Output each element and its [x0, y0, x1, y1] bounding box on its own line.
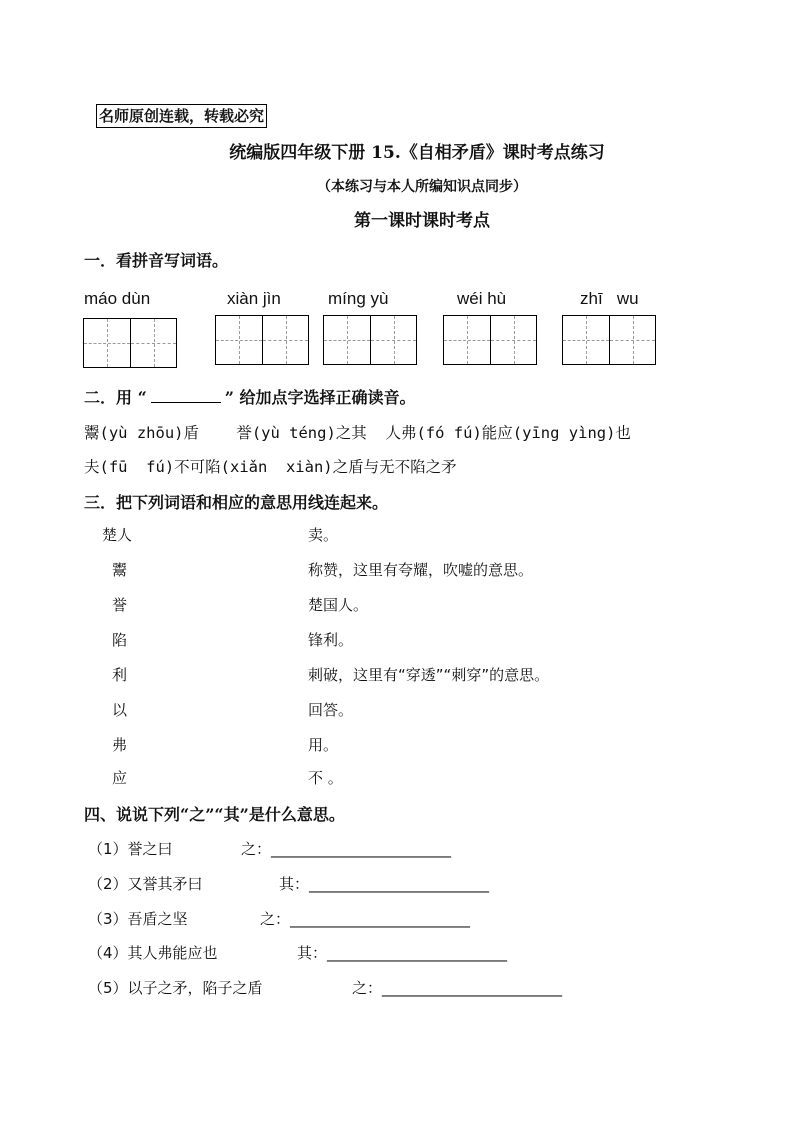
- match-word[interactable]: 利: [112, 666, 128, 684]
- section-2-heading-pre: 二．用 “: [84, 388, 147, 407]
- question-5: （5）以子之矛，陷子之盾: [88, 979, 263, 997]
- answer-blank: [151, 388, 221, 403]
- question-1: （1）誉之曰: [88, 840, 173, 858]
- grid-cell[interactable]: [563, 316, 609, 364]
- page-title: 统编版四年级下册 15.《自相矛盾》课时考点练习: [229, 143, 605, 163]
- page-subtitle: （本练习与本人所编知识点同步）: [317, 179, 527, 195]
- match-meaning[interactable]: 楚国人。: [308, 596, 369, 614]
- question-4: （4）其人弗能应也: [88, 944, 218, 962]
- reading-line-2: 夫(fū fú)不可陷(xiǎn xiàn)之盾与无不陷之矛: [84, 458, 457, 476]
- char-grid-5[interactable]: [562, 315, 656, 365]
- match-meaning[interactable]: 卖。: [308, 526, 339, 544]
- question-3: （3）吾盾之坚: [88, 910, 188, 928]
- question-2: （2）又誉其矛曰: [88, 875, 203, 893]
- pinyin-2: xiàn jìn: [227, 289, 281, 308]
- char-grid-4[interactable]: [443, 315, 537, 365]
- match-word[interactable]: 应: [112, 769, 128, 787]
- match-word[interactable]: 鬻: [112, 561, 128, 579]
- match-word[interactable]: 弗: [112, 736, 128, 754]
- answer-line-5[interactable]: 之：________________________: [352, 979, 563, 997]
- answer-line-3[interactable]: 之：________________________: [260, 910, 471, 928]
- match-word[interactable]: 誉: [112, 596, 128, 614]
- section-2-heading: [84, 385, 416, 408]
- section-1-heading: 一．看拼音写词语。: [84, 251, 229, 270]
- grid-cell[interactable]: [130, 319, 176, 367]
- section-2-heading-post: ” 给加点字选择正确读音。: [224, 388, 416, 407]
- match-meaning[interactable]: 刺破，这里有“穿透”“刺穿”的意思。: [308, 666, 550, 684]
- answer-line-4[interactable]: 其：________________________: [297, 944, 508, 962]
- answer-line-2[interactable]: 其：________________________: [279, 875, 490, 893]
- match-meaning[interactable]: 锋利。: [308, 631, 354, 649]
- match-meaning[interactable]: 回答。: [308, 701, 354, 719]
- match-word[interactable]: 以: [112, 701, 128, 719]
- pinyin-5: zhī wu: [580, 289, 639, 308]
- grid-cell[interactable]: [262, 316, 308, 364]
- grid-cell[interactable]: [370, 316, 416, 364]
- section-4-heading: 四、说说下列“之”“其”是什么意思。: [84, 805, 345, 824]
- section-3-heading: 三．把下列词语和相应的意思用线连起来。: [84, 493, 389, 512]
- reading-line-1: 鬻(yù zhōu)盾 誉(yù téng)之其 人弗(fó fú)能应(yīng yìng)也: [84, 424, 631, 442]
- copyright-stamp: 名师原创连载，转载必究: [96, 104, 267, 128]
- pinyin-1: máo dùn: [84, 289, 151, 308]
- grid-cell[interactable]: [609, 316, 655, 364]
- pinyin-3: míng yù: [328, 289, 389, 308]
- answer-line-1[interactable]: 之：________________________: [241, 840, 452, 858]
- char-grid-1[interactable]: [83, 318, 177, 368]
- grid-cell[interactable]: [84, 319, 130, 367]
- lesson-title: 第一课时课时考点: [354, 211, 490, 231]
- grid-cell[interactable]: [444, 316, 490, 364]
- grid-cell[interactable]: [216, 316, 262, 364]
- char-grid-2[interactable]: [215, 315, 309, 365]
- grid-cell[interactable]: [490, 316, 536, 364]
- match-meaning[interactable]: 用。: [308, 736, 339, 754]
- pinyin-4: wéi hù: [457, 289, 507, 308]
- match-word[interactable]: 陷: [112, 631, 128, 649]
- match-meaning[interactable]: 不 。: [308, 769, 343, 787]
- char-grid-3[interactable]: [323, 315, 417, 365]
- match-meaning[interactable]: 称赞，这里有夸耀，吹嘘的意思。: [308, 561, 534, 579]
- match-word[interactable]: 楚人: [102, 526, 133, 544]
- grid-cell[interactable]: [324, 316, 370, 364]
